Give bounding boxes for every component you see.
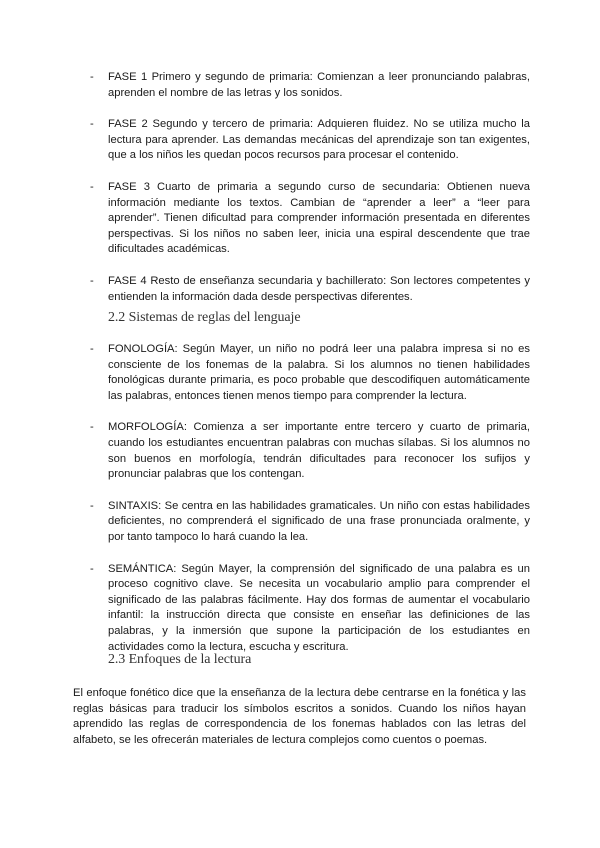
bullet-dash: - — [90, 343, 94, 355]
bullet-dash: - — [90, 499, 94, 512]
list-item — [90, 420, 530, 482]
list-item-text: MORFOLOGÍA: Comienza a ser importante entre tercero y cuarto de primaria, cuando los estudiantes encuentran palabras con muchas sílabas. Si los alumnos no son buenos en morfología, tendrán dificultades para reconocer los sufijos y pronunciar palabras que los contengan. — [108, 421, 530, 481]
bullet-dash: - — [90, 118, 94, 131]
section-heading: 2.2 Sistemas de reglas del lenguaje — [108, 310, 301, 325]
list-item-text: FONOLOGÍA: Según Mayer, un niño no podrá leer una palabra impresa si no es consciente de los fonemas de la palabra. Si los alumnos no tienen habilidades fonológicas durante primaria, es poco probable que descodifiquen automáticamente las palabras, entonces tienen menos tiempo para comprender la lectura. — [108, 343, 530, 402]
list-item-text: SEMÁNTICA: Según Mayer, la comprensión del significado de una palabra es un proceso cognitivo clave. Se necesita un vocabulario amplio para comprender el significado de las palabras fácilmente. Hay dos formas de aumentar el vocabulario infantil: la instrucción directa que consiste en enseñar las definiciones de las palabras, y la inmersión que supone la participación de los estudiantes en actividades como la lectura, escucha y escritura. — [108, 562, 530, 653]
bullet-dash: - — [90, 562, 94, 575]
bullet-dash: - — [90, 71, 94, 83]
list-item — [90, 117, 530, 164]
list-item-text: FASE 3 Cuarto de primaria a segundo curso de secundaria: Obtienen nueva información mediante los textos. Cambian de “aprender a leer” a “leer para aprender”. Tienen dificultad para comprender información presentada en diferentes perspectivas. Si los niños no saben leer, inicia una espiral descendente que trae dificultades académicas. — [108, 180, 530, 256]
list-item-text: FASE 2 Segundo y tercero de primaria: Adquieren fluidez. No se utiliza mucho la lectura para aprender. Las demandas mecánicas del aprendizaje son tan exigentes, que a los niños les quedan pocos recursos para procesar el contenido. — [108, 118, 530, 162]
list-item-text: FASE 1 Primero y segundo de primaria: Comienzan a leer pronunciando palabras, aprenden el nombre de las letras y los sonidos. — [108, 71, 530, 99]
list-item-text: FASE 4 Resto de enseñanza secundaria y bachillerato: Son lectores competentes y entienden la información dada desde perspectivas diferentes. — [108, 274, 530, 303]
bullet-dash: - — [90, 421, 94, 434]
section-heading: 2.3 Enfoques de la lectura — [108, 652, 252, 667]
phase-list — [90, 70, 530, 305]
list-item — [90, 499, 530, 546]
list-item — [90, 342, 530, 404]
bullet-dash: - — [90, 180, 94, 193]
language-rules-list — [90, 342, 530, 655]
body-paragraph: El enfoque fonético dice que la enseñanza de la lectura debe centrarse en la fonética y las reglas básicas para traducir los símbolos escritos a sonidos. Cuando los niños hayan aprendido las reglas de correspondencia de los fonemas hablados con las letras del alfabeto, se les ofrecerán materiales de lectura complejos como cuentos o poemas. — [73, 687, 526, 746]
list-item — [90, 180, 530, 258]
list-item — [90, 562, 530, 656]
list-item — [90, 70, 530, 101]
bullet-dash: - — [90, 274, 94, 287]
list-item-text: SINTAXIS: Se centra en las habilidades gramaticales. Un niño con estas habilidades deficientes, no comprenderá el significado de una frase pronunciada oralmente, y por tanto tampoco lo hará cuando la lea. — [108, 499, 530, 543]
list-item — [90, 274, 530, 305]
